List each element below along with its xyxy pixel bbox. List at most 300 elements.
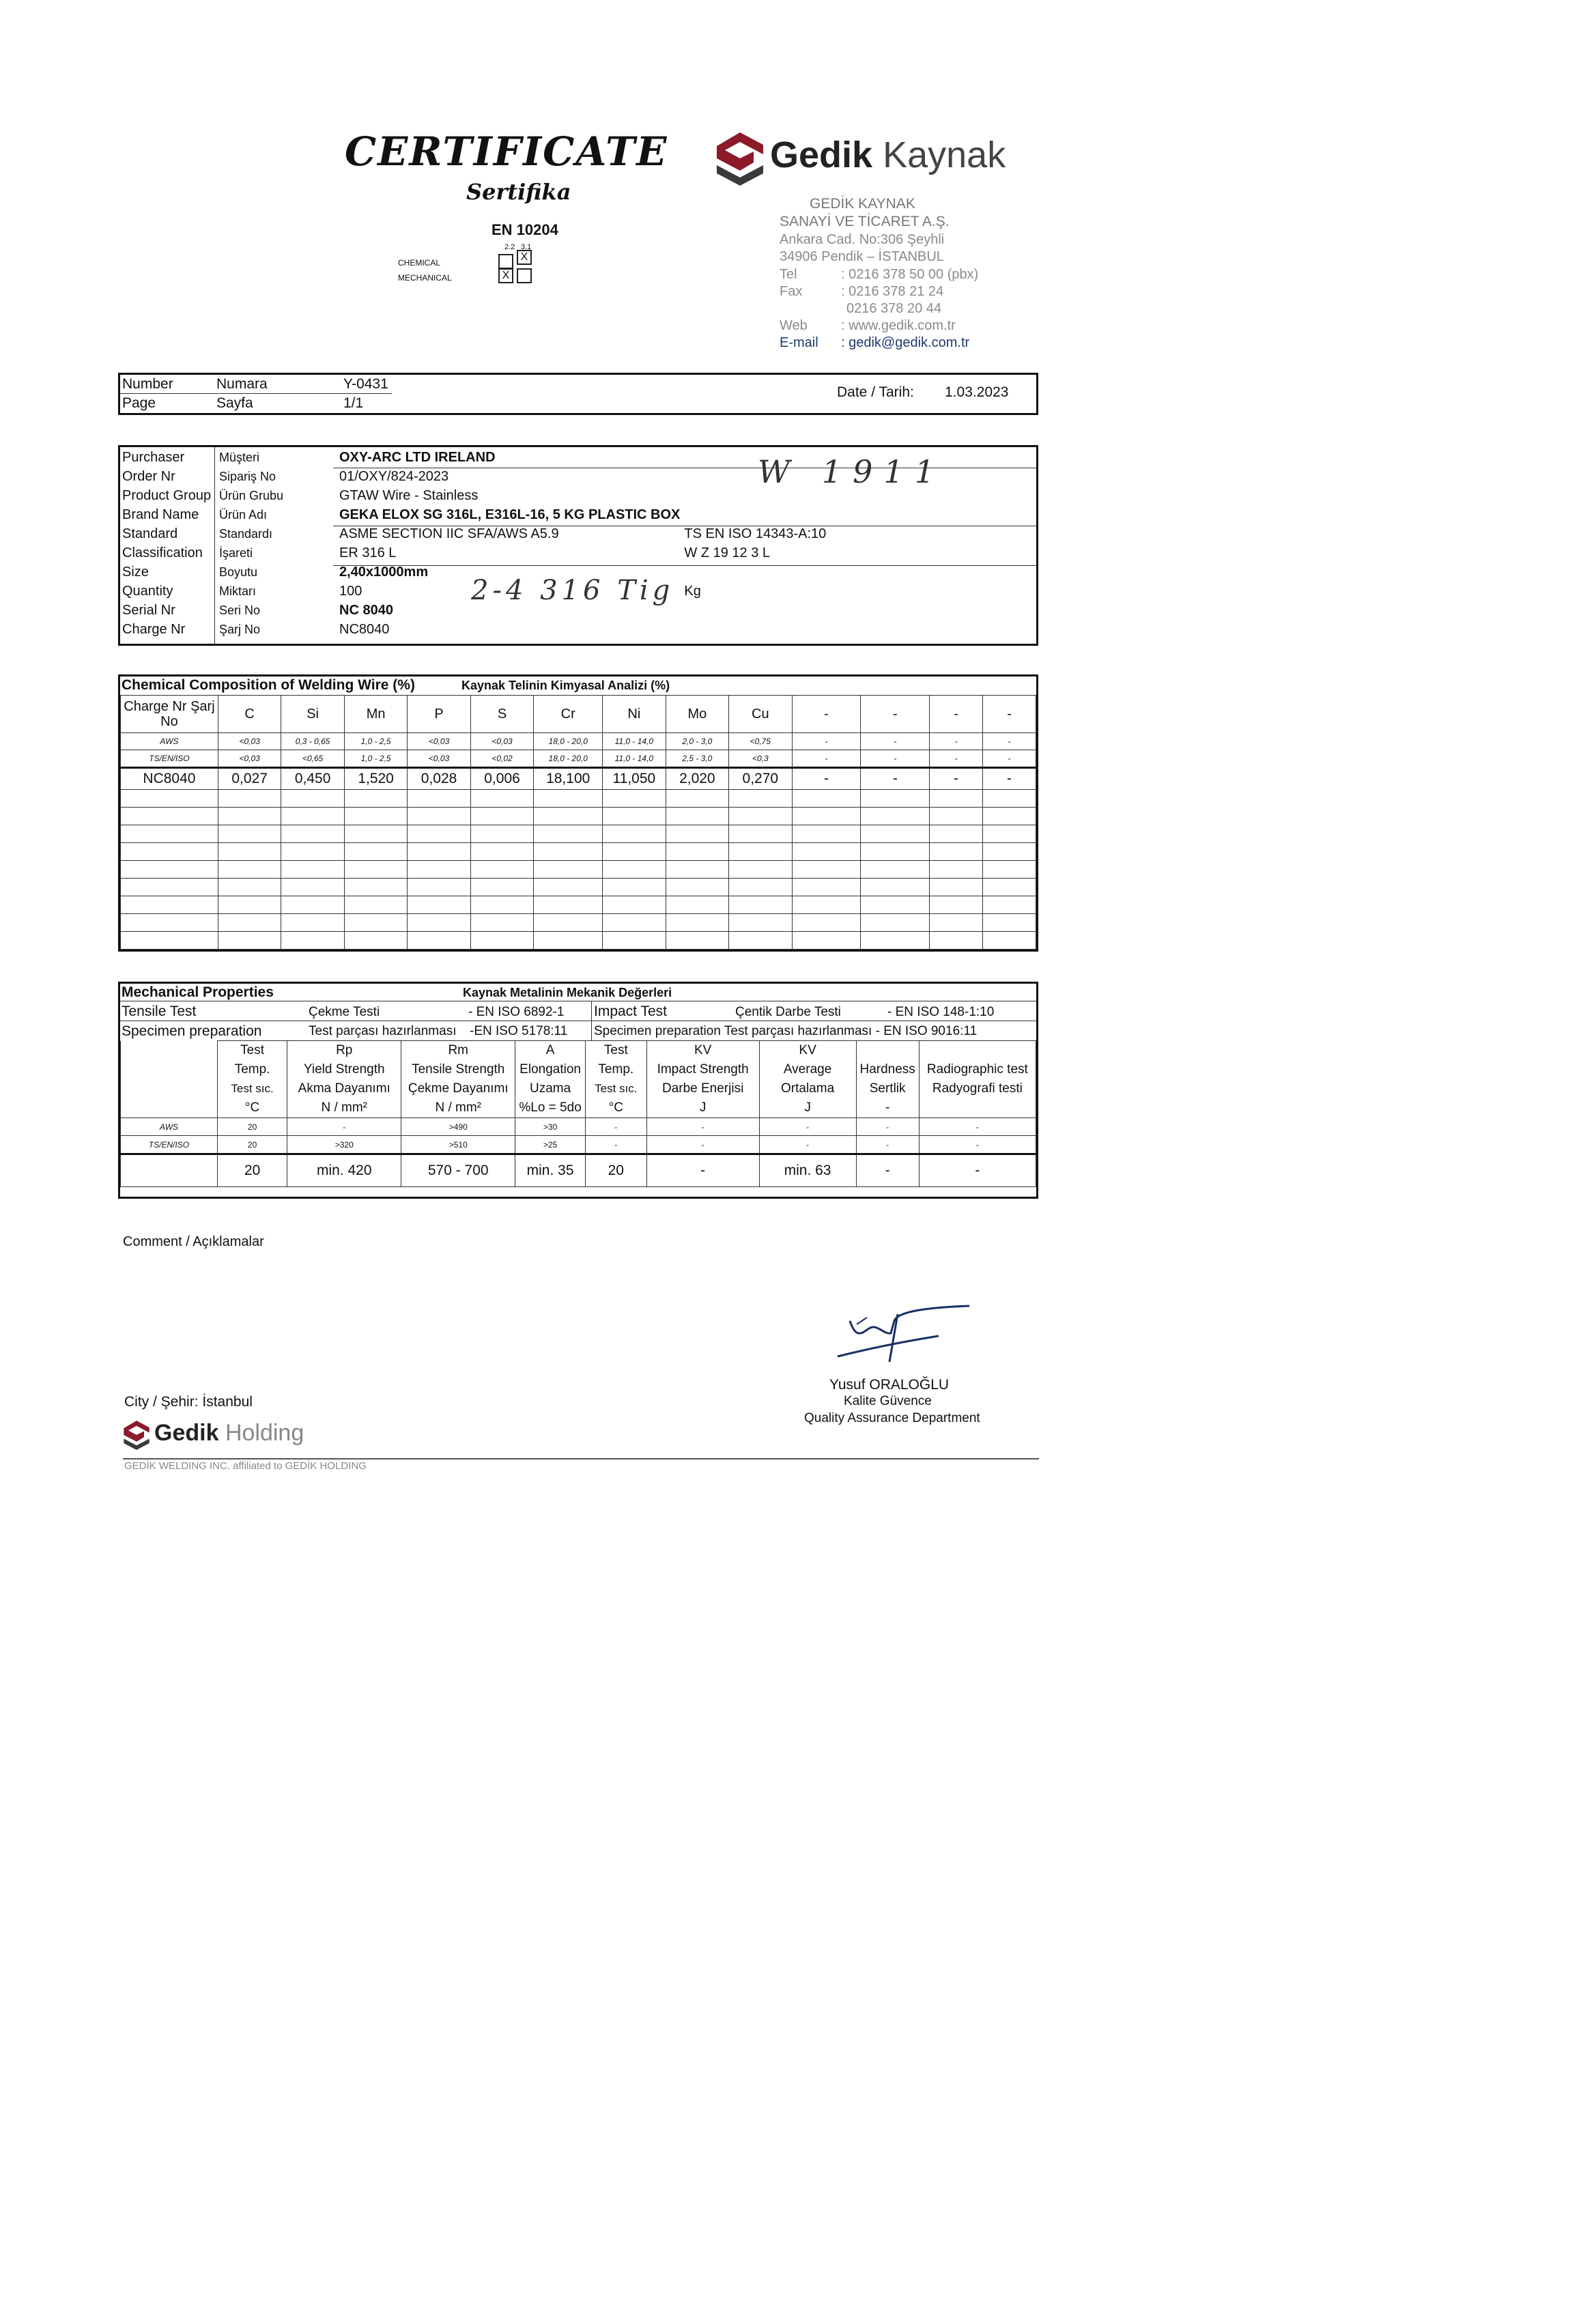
chemical-title-tr: Kaynak Telinin Kimyasal Analizi (%)	[461, 679, 670, 692]
chemical-empty-row	[121, 825, 1036, 843]
empty-cell	[470, 896, 533, 914]
order-label-tr: Seri No	[219, 603, 261, 617]
empty-cell	[666, 790, 728, 808]
affiliation-text: GEDİK WELDING INC. affiliated to GEDİK HOLDING	[124, 1460, 367, 1472]
empty-cell	[408, 896, 470, 914]
order-label-tr: Müşteri	[219, 450, 260, 464]
empty-cell	[603, 861, 666, 879]
mechanical-header-row	[121, 1098, 1036, 1118]
company-logo-text	[770, 134, 1006, 176]
empty-cell	[861, 825, 930, 843]
empty-cell	[861, 879, 930, 896]
mechanical-31-checkbox[interactable]	[517, 268, 532, 283]
empty-cell	[218, 861, 281, 879]
mech-header-cell: °C	[585, 1098, 646, 1118]
empty-cell	[344, 932, 407, 950]
element-header: -	[792, 696, 861, 733]
limit-value: <0,03	[470, 733, 533, 750]
impact-test-tr: Çentik Darbe Testi	[735, 1005, 841, 1019]
empty-cell	[281, 843, 344, 861]
empty-cell	[218, 932, 281, 950]
chemical-22-checkbox[interactable]	[498, 254, 513, 269]
empty-cell	[470, 932, 533, 950]
chemical-empty-row	[121, 914, 1036, 932]
empty-cell	[983, 825, 1036, 843]
empty-cell	[861, 808, 930, 825]
limit-value: 0,3 - 0,65	[281, 733, 344, 750]
order-label-tr: Miktarı	[219, 584, 256, 598]
order-label-en: Classification	[122, 545, 203, 560]
company-address1: Ankara Cad. No:306 Şeyhli	[780, 232, 945, 247]
tel-label: Tel	[780, 267, 797, 282]
empty-cell	[344, 790, 407, 808]
limit-value: -	[792, 733, 861, 750]
impact-test-std: - EN ISO 148-1:10	[887, 1005, 995, 1019]
empty-cell	[792, 932, 861, 950]
limit-value: <0,02	[470, 750, 533, 768]
empty-cell	[729, 861, 792, 879]
chemical-limit-row	[121, 750, 1036, 768]
empty-cell	[792, 790, 861, 808]
empty-cell	[470, 790, 533, 808]
certificate-subtitle: Sertifika	[466, 179, 571, 205]
result-value: 11,050	[603, 768, 666, 790]
date-label: Date / Tarih:	[837, 384, 914, 400]
mech-limit-value: -	[856, 1136, 919, 1154]
order-value-2	[682, 620, 1035, 639]
empty-cell	[534, 861, 603, 879]
empty-cell	[983, 932, 1036, 950]
empty-cell	[792, 861, 861, 879]
empty-cell	[792, 808, 861, 825]
empty-cell	[603, 790, 666, 808]
empty-cell	[603, 843, 666, 861]
empty-cell	[666, 843, 728, 861]
tensile-test-std: - EN ISO 6892-1	[468, 1005, 565, 1019]
empty-cell	[344, 843, 407, 861]
mech-result-value: -	[646, 1154, 759, 1187]
order-label-en: Charge Nr	[122, 621, 186, 637]
type-label-31: 3.1	[521, 243, 532, 251]
chemical-empty-row	[121, 808, 1036, 825]
standard-label: EN 10204	[491, 221, 558, 238]
mech-header-cell: Test	[217, 1041, 287, 1061]
mech-header-cell: °C	[217, 1098, 287, 1118]
holding-logo-icon	[123, 1420, 150, 1450]
order-label-en: Brand Name	[122, 507, 199, 522]
mech-result-value: min. 35	[515, 1154, 586, 1187]
mech-header-cell: Yield Strength	[287, 1060, 401, 1079]
result-value: 18,100	[534, 768, 603, 790]
tensile-test-label: Tensile Test	[122, 1003, 197, 1019]
limit-value: <0,03	[218, 750, 281, 768]
holding-logo-name: Gedik	[154, 1420, 219, 1446]
mech-result-value: -	[856, 1154, 919, 1187]
empty-cell	[534, 843, 603, 861]
mech-limit-value: -	[646, 1118, 759, 1136]
result-value: 1,520	[344, 768, 407, 790]
mechanical-header-row	[121, 1041, 1036, 1061]
empty-cell	[729, 790, 792, 808]
limit-value: <0,03	[218, 733, 281, 750]
empty-cell	[408, 808, 470, 825]
order-value: ASME SECTION IIC SFA/AWS A5.9	[339, 526, 559, 541]
empty-cell	[218, 914, 281, 932]
element-header: P	[408, 696, 470, 733]
chemical-header-row	[121, 696, 1036, 733]
limit-value: -	[983, 733, 1036, 750]
holding-logo-suffix: Holding	[225, 1420, 304, 1446]
limit-value: -	[930, 750, 983, 768]
element-header: Cu	[729, 696, 792, 733]
tensile-test-tr: Çekme Testi	[309, 1005, 380, 1019]
empty-cell	[121, 843, 218, 861]
mech-header-cell: Uzama	[515, 1079, 586, 1098]
company-address2: 34906 Pendik – İSTANBUL	[780, 249, 944, 264]
empty-cell	[930, 896, 983, 914]
empty-cell	[534, 790, 603, 808]
mech-result-value: 570 - 700	[401, 1154, 515, 1187]
specimen-label: Specimen preparation	[122, 1023, 262, 1039]
mech-limit-value: -	[287, 1118, 401, 1136]
order-label-en: Size	[122, 564, 149, 580]
empty-cell	[534, 932, 603, 950]
empty-cell	[930, 932, 983, 950]
mechanical-header-row	[121, 1060, 1036, 1079]
order-label-en: Standard	[122, 526, 178, 541]
mech-header-blank	[121, 1098, 218, 1118]
mech-header-cell: -	[856, 1098, 919, 1118]
mech-header-cell: N / mm²	[287, 1098, 401, 1118]
empty-cell	[470, 843, 533, 861]
empty-cell	[281, 808, 344, 825]
mech-header-cell: Radiographic test	[919, 1060, 1036, 1079]
limit-value: -	[861, 733, 930, 750]
empty-cell	[666, 896, 728, 914]
mech-limit-value: 20	[217, 1118, 287, 1136]
mech-limit-value: -	[646, 1136, 759, 1154]
empty-cell	[603, 932, 666, 950]
mech-header-cell: Akma Dayanımı	[287, 1079, 401, 1098]
empty-cell	[408, 861, 470, 879]
doc-info-table	[120, 375, 530, 413]
web-label: Web	[780, 318, 808, 333]
fax-label: Fax	[780, 284, 803, 299]
empty-cell	[983, 808, 1036, 825]
gedik-logo-icon	[715, 131, 765, 186]
number-label: Number	[122, 376, 173, 392]
signature-image	[829, 1294, 980, 1369]
mech-result-value: -	[919, 1154, 1036, 1187]
charge-nr-header: Charge Nr Şarj No	[121, 696, 218, 733]
order-value: 01/OXY/824-2023	[339, 468, 449, 484]
element-header: -	[983, 696, 1036, 733]
empty-cell	[281, 896, 344, 914]
empty-cell	[534, 896, 603, 914]
element-header: -	[861, 696, 930, 733]
empty-cell	[281, 879, 344, 896]
order-label-en: Order Nr	[122, 468, 175, 484]
empty-cell	[534, 825, 603, 843]
mech-header-cell	[919, 1041, 1036, 1061]
signer-name: Yusuf ORALOĞLU	[829, 1377, 950, 1393]
empty-cell	[792, 879, 861, 896]
comment-label: Comment / Açıklamalar	[123, 1234, 264, 1249]
order-label-en: Purchaser	[122, 449, 185, 465]
mech-result-value: 20	[217, 1154, 287, 1187]
element-header: Ni	[603, 696, 666, 733]
element-header: -	[930, 696, 983, 733]
holding-logo-text	[154, 1420, 304, 1447]
page-label: Page	[122, 395, 156, 411]
chemical-empty-row	[121, 896, 1036, 914]
limit-value: -	[930, 733, 983, 750]
result-value: 0,006	[470, 768, 533, 790]
mech-header-cell: %Lo = 5do	[515, 1098, 586, 1118]
element-header: Mo	[666, 696, 728, 733]
mech-header-cell: Average	[759, 1060, 856, 1079]
empty-cell	[281, 825, 344, 843]
limit-value: 18,0 - 20,0	[534, 733, 603, 750]
number-label-tr: Numara	[216, 376, 268, 392]
order-row	[120, 524, 1035, 543]
limit-label: AWS	[121, 733, 218, 750]
company-logo-suffix: Kaynak	[883, 134, 1006, 175]
handwritten-note-top: W 1911	[758, 453, 945, 490]
empty-cell	[121, 914, 218, 932]
empty-cell	[792, 843, 861, 861]
chemical-result-row	[121, 768, 1036, 790]
empty-cell	[121, 825, 218, 843]
empty-cell	[930, 879, 983, 896]
order-value: GTAW Wire - Stainless	[339, 487, 479, 503]
empty-cell	[729, 843, 792, 861]
type-label-22: 2.2	[504, 243, 515, 251]
empty-cell	[729, 808, 792, 825]
limit-value: 1,0 - 2,5	[344, 733, 407, 750]
chemical-table	[120, 695, 1036, 950]
mech-header-cell: Temp.	[585, 1060, 646, 1079]
empty-cell	[861, 914, 930, 932]
web-value[interactable]: : www.gedik.com.tr	[841, 318, 956, 333]
specimen-std: -EN ISO 5178:11	[470, 1024, 568, 1038]
empty-cell	[344, 914, 407, 932]
limit-value: <0,3	[729, 750, 792, 768]
empty-cell	[729, 896, 792, 914]
empty-cell	[121, 932, 218, 950]
empty-cell	[218, 808, 281, 825]
mechanical-result-row	[121, 1154, 1036, 1187]
empty-cell	[344, 879, 407, 896]
email-label: E-mail	[780, 335, 818, 350]
company-logo-name: Gedik	[770, 134, 873, 175]
empty-cell	[534, 879, 603, 896]
empty-cell	[861, 790, 930, 808]
mech-result-label	[121, 1154, 218, 1187]
order-label-en: Quantity	[122, 583, 173, 599]
mech-header-cell: Test	[585, 1041, 646, 1061]
mech-limit-value: 20	[217, 1136, 287, 1154]
order-label-tr: Sipariş No	[219, 469, 276, 483]
result-value: 0,027	[218, 768, 281, 790]
empty-cell	[603, 896, 666, 914]
order-row	[120, 620, 1035, 639]
mech-header-cell	[919, 1098, 1036, 1118]
order-label-tr: Ürün Adı	[219, 507, 268, 522]
empty-cell	[344, 896, 407, 914]
empty-cell	[408, 932, 470, 950]
mechanical-table	[120, 1040, 1036, 1187]
empty-cell	[792, 825, 861, 843]
limit-value: <0,03	[408, 750, 470, 768]
mechanical-limit-row	[121, 1118, 1036, 1136]
empty-cell	[666, 861, 728, 879]
empty-cell	[930, 825, 983, 843]
mech-header-cell: Rm	[401, 1041, 515, 1061]
result-value: -	[861, 768, 930, 790]
empty-cell	[861, 861, 930, 879]
handwritten-note-mid: 2-4 316 Tig	[471, 575, 674, 606]
chemical-limit-row	[121, 733, 1036, 750]
page-label-tr: Sayfa	[216, 395, 253, 411]
element-header: S	[470, 696, 533, 733]
order-value: 2,40x1000mm	[339, 564, 429, 580]
element-header: Mn	[344, 696, 407, 733]
limit-value: -	[983, 750, 1036, 768]
limit-value: 2,0 - 3,0	[666, 733, 728, 750]
mech-limit-value: -	[919, 1136, 1036, 1154]
limit-value: 2,5 - 3,0	[666, 750, 728, 768]
fax-value2: 0216 378 20 44	[846, 301, 942, 316]
empty-cell	[930, 843, 983, 861]
mech-header-cell	[856, 1041, 919, 1061]
page-value: 1/1	[343, 395, 364, 411]
mech-header-cell: Ortalama	[759, 1079, 856, 1098]
mechanical-title-tr: Kaynak Metalinin Mekanik Değerleri	[463, 986, 672, 999]
mech-header-blank	[121, 1060, 218, 1079]
element-header: Cr	[534, 696, 603, 733]
doc-info-divider	[120, 393, 392, 394]
order-value: OXY-ARC LTD IRELAND	[339, 449, 496, 465]
empty-cell	[121, 861, 218, 879]
order-label-en: Product Group	[122, 487, 212, 503]
empty-cell	[729, 914, 792, 932]
element-header: Si	[281, 696, 344, 733]
limit-value: <0,75	[729, 733, 792, 750]
empty-cell	[983, 861, 1036, 879]
order-value-2: Kg	[684, 583, 701, 599]
footer-rule	[123, 1458, 1039, 1459]
mech-header-cell: J	[646, 1098, 759, 1118]
mech-header-cell: Hardness	[856, 1060, 919, 1079]
mechanical-title: Mechanical Properties	[122, 984, 274, 1000]
order-row	[120, 543, 1035, 563]
mech-limit-value: >30	[515, 1118, 586, 1136]
empty-cell	[930, 861, 983, 879]
empty-cell	[666, 808, 728, 825]
order-value: ER 316 L	[339, 545, 397, 560]
empty-cell	[930, 808, 983, 825]
empty-cell	[666, 879, 728, 896]
element-header: C	[218, 696, 281, 733]
mech-header-cell: Radyografi testi	[919, 1079, 1036, 1098]
empty-cell	[218, 879, 281, 896]
order-value: 100	[339, 583, 362, 599]
order-label-tr: Boyutu	[219, 565, 258, 579]
empty-cell	[281, 932, 344, 950]
mech-limit-value: -	[585, 1136, 646, 1154]
order-value: GEKA ELOX SG 316L, E316L-16, 5 KG PLASTIC BOX	[339, 507, 681, 522]
mech-header-cell: Impact Strength	[646, 1060, 759, 1079]
empty-cell	[121, 896, 218, 914]
date-value: 1.03.2023	[945, 384, 1009, 400]
mech-limit-label: TS/EN/ISO	[121, 1136, 218, 1154]
order-value: NC8040	[339, 621, 390, 637]
fax-value1: : 0216 378 21 24	[841, 284, 944, 299]
empty-cell	[983, 790, 1036, 808]
chemical-31-checkbox[interactable]: X	[517, 250, 532, 265]
specimen-tr: Test parçası hazırlanması	[309, 1024, 457, 1038]
empty-cell	[534, 914, 603, 932]
limit-value: <0,03	[408, 733, 470, 750]
empty-cell	[729, 932, 792, 950]
signer-dept: Quality Assurance Department	[804, 1411, 980, 1425]
mechanical-header-row	[121, 1079, 1036, 1098]
chemical-empty-row	[121, 879, 1036, 896]
email-value[interactable]: : gedik@gedik.com.tr	[841, 335, 970, 350]
result-value: 0,270	[729, 768, 792, 790]
order-label-tr: İşareti	[219, 545, 253, 560]
order-label-en: Serial Nr	[122, 602, 175, 618]
impact-test-label: Impact Test	[594, 1003, 667, 1019]
mechanical-22-checkbox[interactable]: X	[498, 268, 513, 283]
limit-label: TS/EN/ISO	[121, 750, 218, 768]
mech-header-cell: Test sıc.	[585, 1079, 646, 1098]
mech-limit-value: -	[759, 1118, 856, 1136]
limit-value: 11,0 - 14,0	[603, 733, 666, 750]
signer-title: Kalite Güvence	[844, 1394, 932, 1408]
mech-header-cell: Test sıc.	[217, 1079, 287, 1098]
mech-limit-value: -	[585, 1118, 646, 1136]
empty-cell	[470, 808, 533, 825]
empty-cell	[603, 808, 666, 825]
chemical-empty-row	[121, 790, 1036, 808]
empty-cell	[470, 914, 533, 932]
empty-cell	[666, 914, 728, 932]
result-value: 0,450	[281, 768, 344, 790]
empty-cell	[121, 879, 218, 896]
empty-cell	[861, 932, 930, 950]
result-value: -	[792, 768, 861, 790]
mech-header-cell: Rp	[287, 1041, 401, 1061]
mech-result-value: min. 63	[759, 1154, 856, 1187]
empty-cell	[121, 808, 218, 825]
empty-cell	[983, 896, 1036, 914]
empty-cell	[281, 861, 344, 879]
number-value: Y-0431	[343, 376, 388, 392]
empty-cell	[218, 896, 281, 914]
mech-header-cell: KV	[646, 1041, 759, 1061]
empty-cell	[281, 914, 344, 932]
empty-cell	[603, 879, 666, 896]
chemical-title: Chemical Composition of Welding Wire (%)	[122, 677, 415, 693]
mech-limit-value: >320	[287, 1136, 401, 1154]
empty-cell	[121, 790, 218, 808]
result-value: 2,020	[666, 768, 728, 790]
mech-header-cell: Elongation	[515, 1060, 586, 1079]
order-value-2	[682, 601, 1035, 620]
mech-header-cell: Sertlik	[856, 1079, 919, 1098]
